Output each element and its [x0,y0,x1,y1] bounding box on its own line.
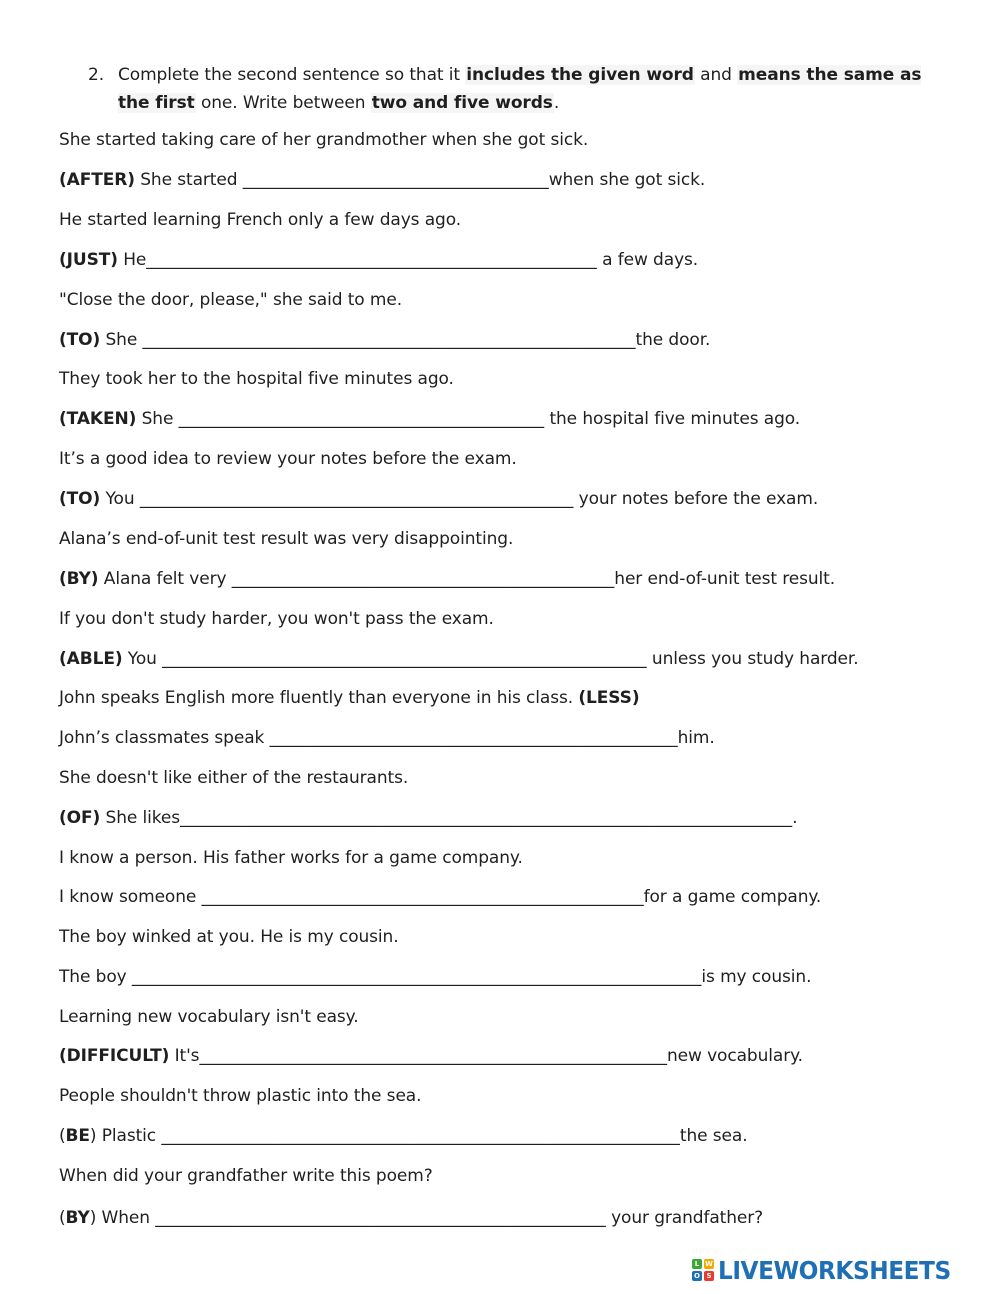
keyword: (DIFFICULT) [59,1046,170,1066]
original-sentence: The boy winked at you. He is my cousin. [59,927,399,947]
answer-line [59,726,715,750]
answer-lead: He [117,250,147,270]
keyword: (LESS) [578,688,640,708]
original-sentence: He started learning French only a few days ago. [59,210,462,230]
instructions-bold-given-word: includes the given word [466,65,694,85]
answer-tail: him. [677,728,715,748]
answer-blank[interactable]: _______________________________________________________ [199,1046,667,1066]
keyword-open: ( [59,1126,66,1146]
instructions-part-2: and [694,65,738,85]
answer-lead: She [136,409,179,429]
answer-lead: John’s classmates speak [59,728,270,748]
answer-lead: She [100,330,143,350]
original-sentence: "Close the door, please," she said to me. [59,290,403,310]
answer-tail: the door. [635,330,711,350]
answer-tail: a few days. [596,250,699,270]
logo-mark-tile: O [692,1271,702,1281]
answer-lead: You [122,649,163,669]
keyword: (TO) [59,489,101,509]
answer-line [59,885,821,909]
answer-line [59,1044,803,1068]
keyword-close: ) [89,1126,97,1146]
keyword: (JUST) [59,250,118,270]
answer-tail: . [792,808,798,828]
keyword: (OF) [59,808,101,828]
answer-tail: the hospital five minutes ago. [544,409,801,429]
answer-line [59,965,811,989]
keyword-open: ( [59,1208,66,1228]
answer-blank[interactable]: ___________________________________________________ [139,489,574,509]
answer-tail: her end-of-unit test result. [614,569,836,589]
logo-mark-tile: W [705,1260,713,1268]
original-sentence: Alana’s end-of-unit test result was very disappointing. [59,529,514,549]
answer-tail: unless you study harder. [646,649,859,669]
answer-tail: your grandfather? [605,1208,764,1228]
answer-tail: new vocabulary. [666,1046,803,1066]
answer-blank[interactable]: __________________________________________________________ [142,330,636,350]
answer-line [59,647,859,671]
original-sentence: She started taking care of her grandmother when she got sick. [59,130,589,150]
original-sentence: She doesn't like either of the restaurants. [59,768,409,788]
answer-tail: when she got sick. [548,170,706,190]
answer-blank[interactable]: _____________________________________________________ [146,250,597,270]
answer-blank[interactable]: _____________________________________________________ [155,1208,606,1228]
original-sentence: When did your grandfather write this poem? [59,1166,433,1186]
answer-blank[interactable]: _________________________________________________________ [162,649,647,669]
original-sentence: It’s a good idea to review your notes before the exam. [59,449,517,469]
answer-lead: Alana felt very [98,569,232,589]
answer-tail: your notes before the exam. [573,489,819,509]
instructions-bold-same-meaning: means the same as the first [118,65,922,113]
answer-lead: She likes [100,808,181,828]
keyword: (BY) [59,569,99,589]
instructions-part-3: one. Write between [195,93,371,113]
instructions-part-4: . [553,93,560,113]
logo-mark-icon [692,1259,714,1281]
answer-blank[interactable]: _____________________________________________________________ [161,1126,680,1146]
answer-blank[interactable]: ___________________________________________ [178,409,545,429]
instructions-part-1: Complete the second sentence so that it [118,65,466,85]
exercise-number: 2. [88,65,105,85]
answer-lead: I know someone [59,887,202,907]
answer-lead: You [100,489,140,509]
liveworksheets-logo [692,1253,968,1287]
answer-line [59,248,698,272]
answer-lead: The boy [59,967,132,987]
answer-blank[interactable]: _____________________________________________ [231,569,615,589]
original-sentence: I know a person. His father works for a game company. [59,848,523,868]
answer-blank[interactable]: ____________________________________________________ [201,887,644,907]
original-sentence: They took her to the hospital five minutes ago. [59,369,454,389]
logo-mark-tile: L [692,1259,702,1269]
original-sentence: Learning new vocabulary isn't easy. [59,1007,359,1027]
answer-lead: When [96,1208,156,1228]
original-text: John speaks English more fluently than everyone in his class. [59,688,579,708]
keyword: BY [65,1208,90,1228]
exercise-instructions [88,61,958,117]
answer-blank[interactable]: ________________________________________________ [269,728,678,748]
logo-mark-tile: S [704,1271,714,1281]
answer-blank[interactable]: ____________________________________ [242,170,549,190]
instructions-bold-word-count: two and five words [371,93,553,113]
answer-line [59,328,710,352]
keyword: (TO) [59,330,101,350]
answer-lead: It's [169,1046,200,1066]
answer-line [59,168,705,192]
answer-tail: is my cousin. [701,967,812,987]
keyword-close: ) [89,1208,97,1228]
answer-line [59,806,797,830]
answer-line [59,407,800,431]
answer-blank[interactable]: ___________________________________________________________________ [131,967,702,987]
keyword: BE [65,1126,90,1146]
answer-blank[interactable]: ________________________________________________________________________ [180,808,793,828]
answer-line [59,1124,748,1148]
answer-line [59,567,835,591]
answer-lead: Plastic [96,1126,162,1146]
logo-text: LIVEWORKSHEETS [718,1255,951,1285]
keyword: (AFTER) [59,170,135,190]
original-sentence: People shouldn't throw plastic into the sea. [59,1086,422,1106]
answer-lead: She started [134,170,243,190]
original-sentence: If you don't study harder, you won't pass the exam. [59,609,494,629]
keyword: (TAKEN) [59,409,137,429]
answer-tail: the sea. [679,1126,748,1146]
answer-tail: for a game company. [643,887,822,907]
answer-line [59,487,818,511]
instructions-text [118,61,958,117]
original-sentence [59,686,639,710]
keyword: (ABLE) [59,649,123,669]
answer-line [59,1206,763,1230]
